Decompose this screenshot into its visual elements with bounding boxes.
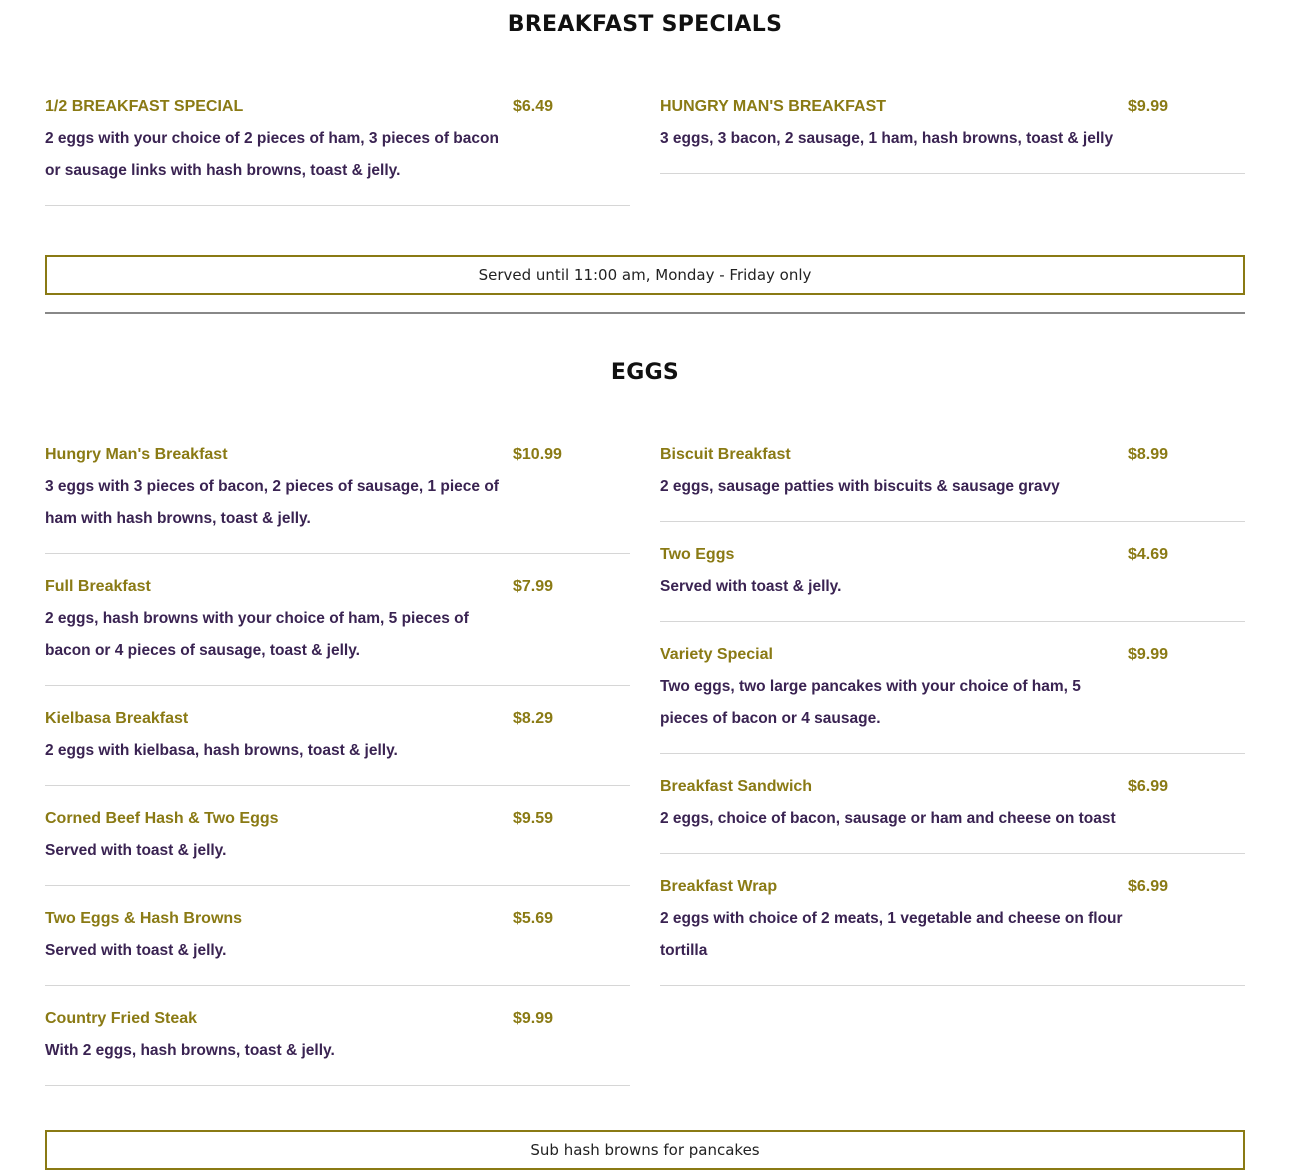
menu-item-name: Corned Beef Hash & Two Eggs <box>45 810 279 827</box>
menu-item-description: 3 eggs with 3 pieces of bacon, 2 pieces of sausage, 1 piece of ham with hash browns, toast & jelly. <box>45 478 499 527</box>
menu-item <box>45 903 630 986</box>
eggs-right-column <box>660 439 1245 1003</box>
menu-item <box>45 803 630 886</box>
specials-right-column <box>660 91 1245 191</box>
menu-item-name: Full Breakfast <box>45 578 151 595</box>
menu-item-name: 1/2 BREAKFAST SPECIAL <box>45 98 244 115</box>
section-title-breakfast-specials: BREAKFAST SPECIALS <box>507 12 783 37</box>
menu-item-name: HUNGRY MAN'S BREAKFAST <box>660 98 887 115</box>
menu-item <box>660 771 1245 854</box>
menu-item-description: 2 eggs, hash browns with your choice of ham, 5 pieces of bacon or 4 pieces of sausage, toast & jelly. <box>45 610 469 659</box>
menu-item-name: Biscuit Breakfast <box>660 446 791 463</box>
menu-item-name: Hungry Man's Breakfast <box>45 446 228 463</box>
menu-item-name: Country Fried Steak <box>45 1010 198 1027</box>
menu-item-name: Variety Special <box>660 646 773 663</box>
menu-item <box>660 539 1245 622</box>
menu-item-price: $9.99 <box>1128 646 1169 663</box>
menu-item-name: Two Eggs <box>660 546 735 563</box>
specials-left-column <box>45 91 630 223</box>
menu-item-price: $6.99 <box>1128 878 1169 895</box>
menu-item-description: Served with toast & jelly. <box>45 942 227 959</box>
menu-item-price: $9.99 <box>1128 98 1169 115</box>
menu-item-description: Two eggs, two large pancakes with your choice of ham, 5 pieces of bacon or 4 sausage. <box>660 678 1081 727</box>
menu-item-name: Two Eggs & Hash Browns <box>45 910 243 927</box>
menu-item-description: 2 eggs with kielbasa, hash browns, toast & jelly. <box>45 742 398 759</box>
menu-item <box>45 571 630 686</box>
section-divider <box>45 312 1245 314</box>
menu-item <box>660 91 1245 174</box>
menu-item-name: Breakfast Sandwich <box>660 778 813 795</box>
menu-item <box>45 91 630 206</box>
menu-item-description: 2 eggs with your choice of 2 pieces of ham, 3 pieces of bacon or sausage links with hash browns, toast & jelly. <box>45 130 499 179</box>
eggs-note-box: Sub hash browns for pancakes <box>45 1130 1245 1170</box>
menu-item <box>45 439 630 554</box>
menu-item-price: $6.99 <box>1128 778 1169 795</box>
menu-item <box>660 439 1245 522</box>
menu-item-name: Breakfast Wrap <box>660 878 778 895</box>
menu-item-price: $6.49 <box>513 98 554 115</box>
menu-item-price: $8.99 <box>1128 446 1169 463</box>
menu-item-price: $7.99 <box>513 578 554 595</box>
menu-item-description: With 2 eggs, hash browns, toast & jelly. <box>45 1042 335 1059</box>
menu-item-price: $8.29 <box>513 710 554 727</box>
menu-item-description: 2 eggs, sausage patties with biscuits & sausage gravy <box>660 478 1060 495</box>
menu-item-price: $4.69 <box>1128 546 1169 563</box>
menu-item-description: 2 eggs, choice of bacon, sausage or ham and cheese on toast <box>660 810 1116 827</box>
menu-item-description: 3 eggs, 3 bacon, 2 sausage, 1 ham, hash browns, toast & jelly <box>660 130 1114 147</box>
menu-item-description: Served with toast & jelly. <box>45 842 227 859</box>
menu-item-price: $10.99 <box>513 446 562 463</box>
menu-item <box>660 639 1245 754</box>
menu-item-description: 2 eggs with choice of 2 meats, 1 vegetable and cheese on flour tortilla <box>660 910 1123 959</box>
menu-item-price: $9.59 <box>513 810 554 827</box>
menu-item <box>45 703 630 786</box>
menu-item-price: $5.69 <box>513 910 554 927</box>
menu-item <box>45 1003 630 1086</box>
menu-item <box>660 871 1245 986</box>
menu-item-description: Served with toast & jelly. <box>660 578 842 595</box>
specials-note-box: Served until 11:00 am, Monday - Friday only <box>45 255 1245 295</box>
menu-item-price: $9.99 <box>513 1010 554 1027</box>
menu-item-name: Kielbasa Breakfast <box>45 710 189 727</box>
eggs-left-column <box>45 439 630 1103</box>
section-title-eggs: EGGS <box>610 360 680 385</box>
